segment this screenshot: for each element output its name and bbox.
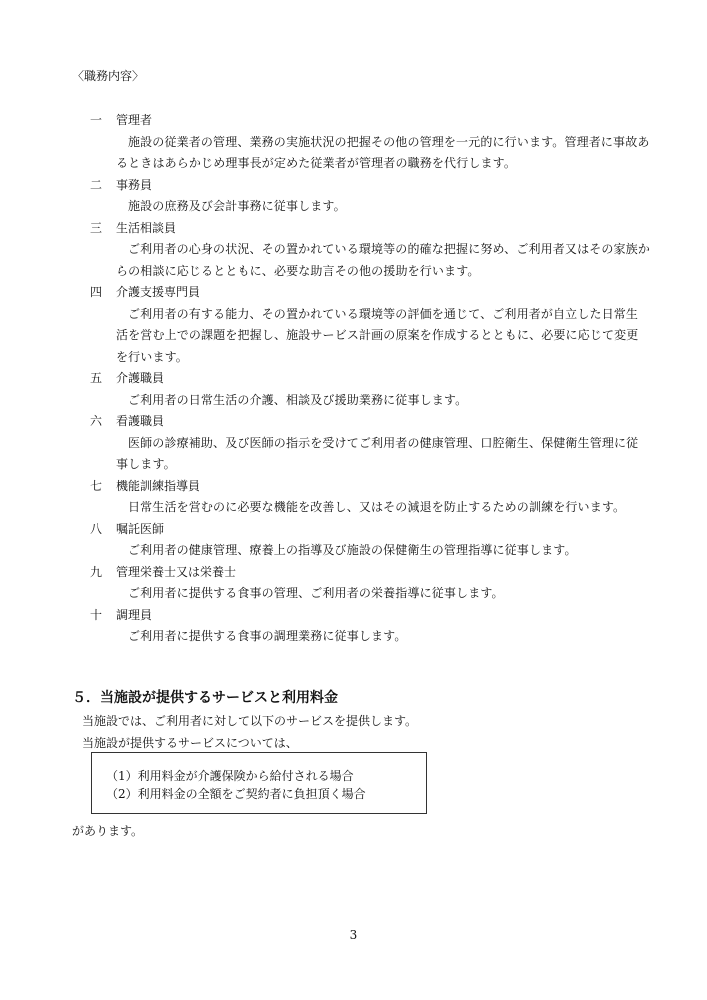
duty-name: 管理栄養士又は栄養士 — [116, 564, 237, 579]
duty-number: 九 — [90, 564, 103, 579]
duty-name: 介護支援専門員 — [116, 285, 201, 299]
duty-number: 二 — [90, 177, 103, 192]
duty-name: 介護職員 — [116, 371, 165, 385]
section-intro: 当施設では、ご利用者に対して以下のサービスを提供します。 — [82, 714, 418, 728]
duty-description: ご利用者の有する能力、その置かれている環境等の評価を通じて、ご利用者が自立した日常生活を営む上での課題を把握し、施設サービス計画の原案を作成するとともに、必要に応じて変更を行います。 — [116, 306, 639, 364]
duty-title — [90, 519, 650, 541]
duty-item — [90, 218, 650, 283]
duties-heading: 〈職務内容〉 — [72, 69, 145, 83]
service-type-item: （2）利用料金の全額をご契約者に負担頂く場合 — [106, 787, 366, 801]
duty-number: 十 — [90, 607, 103, 622]
duty-name: 看護職員 — [116, 414, 165, 428]
duty-item — [90, 476, 650, 519]
duty-title — [90, 562, 650, 584]
duty-list — [90, 110, 650, 648]
duty-description: 日常生活を営むのに必要な機能を改善し、又はその減退を防止するための訓練を行います。 — [128, 500, 626, 514]
duty-description: ご利用者の健康管理、療養上の指導及び施設の保健衛生の管理指導に従事します。 — [128, 543, 577, 557]
duty-number: 四 — [90, 285, 103, 299]
duty-name: 機能訓練指導員 — [116, 478, 201, 493]
duty-item — [90, 368, 650, 411]
service-types-box — [91, 752, 427, 814]
duty-item — [90, 519, 650, 562]
duty-item — [90, 562, 650, 605]
duty-item — [90, 282, 650, 368]
duty-title — [90, 282, 650, 304]
duty-description: ご利用者の日常生活の介護、相談及び援助業務に従事します。 — [128, 392, 468, 407]
duty-title — [90, 476, 650, 498]
section-closing: があります。 — [72, 824, 144, 838]
duty-item — [90, 605, 650, 648]
duty-number: 一 — [90, 113, 103, 127]
duty-number: 六 — [90, 414, 103, 428]
duty-number: 七 — [90, 478, 103, 493]
section-title: ５．当施設が提供するサービスと利用料金 — [72, 690, 338, 706]
duty-title — [90, 218, 650, 240]
section-intro-services: 当施設が提供するサービスについては、 — [82, 736, 298, 750]
duty-number: 三 — [90, 220, 103, 235]
service-type-item: （1）利用料金が介護保険から給付される場合 — [106, 769, 354, 783]
duty-title — [90, 110, 650, 132]
duty-name: 管理者 — [116, 113, 153, 127]
duty-item — [90, 175, 650, 218]
duty-title — [90, 411, 650, 433]
duty-name: 生活相談員 — [116, 220, 177, 235]
duty-description: ご利用者に提供する食事の管理、ご利用者の栄養指導に従事します。 — [128, 586, 504, 600]
duty-name: 嘱託医師 — [116, 521, 165, 536]
duty-title — [90, 605, 650, 627]
duty-number: 五 — [90, 371, 103, 385]
duty-number: 八 — [90, 521, 103, 536]
duty-item — [90, 411, 650, 476]
duty-name: 調理員 — [116, 607, 153, 622]
duty-description: ご利用者の心身の状況、その置かれている環境等の的確な把握に努め、ご利用者又はその家族からの相談に応じるとともに、必要な助言その他の援助を行います。 — [116, 242, 650, 278]
duty-name: 事務員 — [116, 177, 153, 192]
duty-description: 医師の診療補助、及び医師の指示を受けてご利用者の健康管理、口腔衛生、保健衛生管理に従事します。 — [116, 435, 639, 471]
duty-title — [90, 368, 650, 390]
duty-description: 施設の庶務及び会計事務に従事します。 — [128, 199, 346, 213]
duty-description: ご利用者に提供する食事の調理業務に従事します。 — [128, 629, 407, 643]
page-number: 3 — [349, 928, 358, 942]
duty-title — [90, 175, 650, 197]
duty-item — [90, 110, 650, 175]
duty-description: 施設の従業者の管理、業務の実施状況の把握その他の管理を一元的に行います。管理者に事故あるときはあらかじめ理事長が定めた従業者が管理者の職務を代行します。 — [116, 134, 650, 170]
